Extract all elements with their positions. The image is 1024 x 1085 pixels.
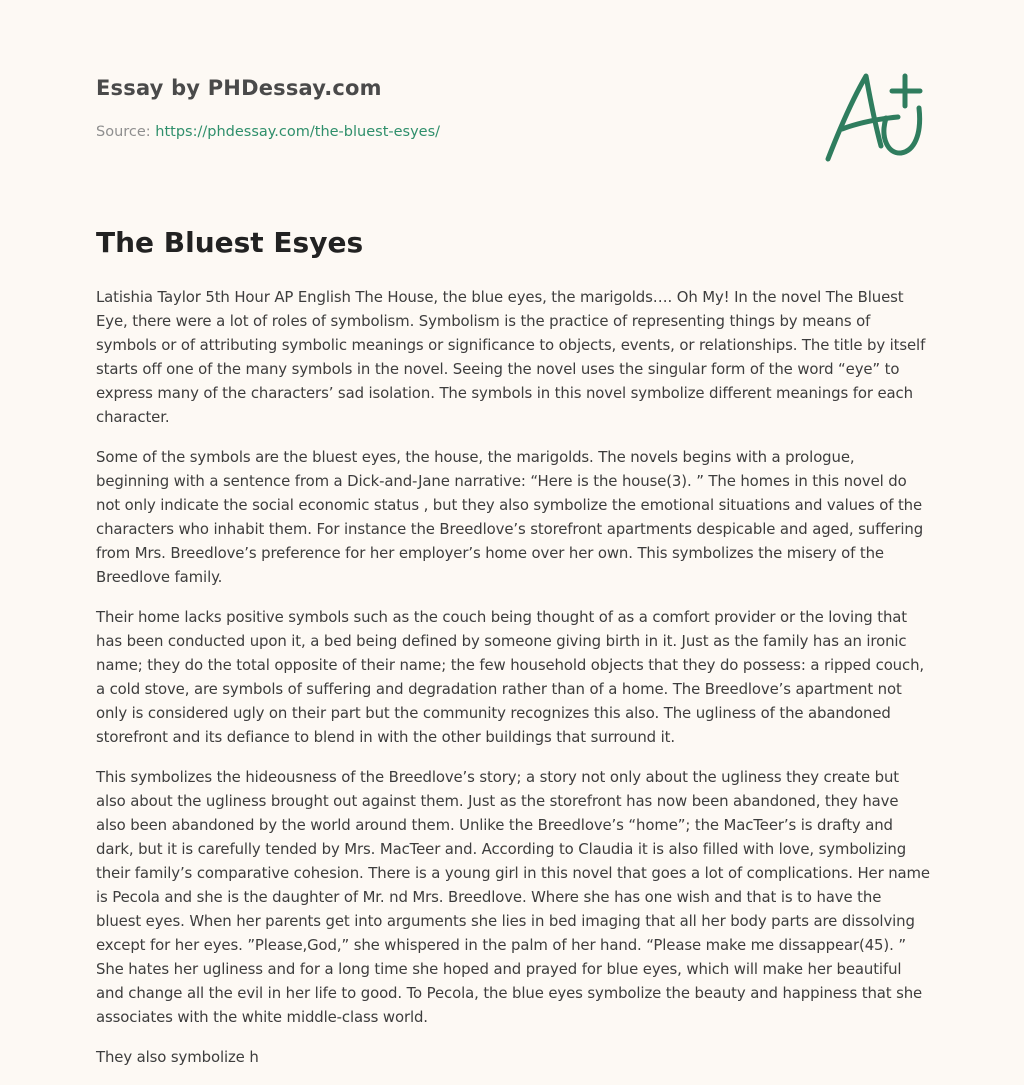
essay-paragraph: Their home lacks positive symbols such as the couch being thought of as a comfort provider or the loving that has been conducted upon it, a bed being defined by someone giving birth in it. Just as the family has an ironic name; they do the total opposite of their name; the few household objects that they do possess: a ripped couch, a cold stove, are symbols of suffering and degradation rather than of a home. The Breedlove’s apartment not only is considered ugly on their part but the community recognizes this also. The ugliness of the abandoned storefront and its defiance to blend in with the other buildings that surround it. bbox=[96, 608, 924, 746]
source-link[interactable]: https://phdessay.com/the-bluest-esyes/ bbox=[155, 124, 441, 140]
site-title: Essay by PHDessay.com bbox=[96, 76, 382, 100]
essay-title: The Bluest Esyes bbox=[96, 226, 364, 259]
essay-paragraph: Some of the symbols are the bluest eyes, the house, the marigolds. The novels begins with a prologue, beginning with a sentence from a Dick-and-Jane narrative: “Here is the house(3). ” The homes in this novel do not only indicate the social economic status , but they also symbolize the emotional situations and values of the characters who inhabit them. For instance the Breedlove’s storefront apartments despicable and aged, suffering from Mrs. Breedlove’s preference for her employer’s home over her own. This symbolizes the misery of the Breedlove family. bbox=[96, 448, 924, 586]
essay-paragraph: This symbolizes the hideousness of the Breedlove’s story; a story not only about the ugliness they create but also about the ugliness brought out against them. Just as the storefront has now been abandoned, they have also been abandoned by the world around them. Unlike the Breedlove’s “home”; the MacTeer’s is drafty and dark, but it is carefully tended by Mrs. MacTeer and. According to Claudia it is also filled with love, symbolizing their family’s comparative cohesion. There is a young girl in this novel that goes a lot of complications. Her name is Pecola and she is the daughter of Mr. nd Mrs. Breedlove. Where she has one wish and that is to have the bluest eyes. When her parents get into arguments she lies in bed imaging that all her body parts are dissolving except for her eyes. ”Please,God,” she whispered in the palm of her hand. “Please make me dissappear(45). ” She hates her ugliness and for a long time she hoped and prayed for blue eyes, which will make her beautiful and change all the evil in her life to good. To Pecola, the blue eyes symbolize the beauty and happiness that she associates with the white middle-class world. bbox=[96, 768, 930, 1026]
source-line bbox=[96, 124, 440, 140]
essay-paragraph: They also symbolize h bbox=[96, 1048, 259, 1066]
source-label: Source: bbox=[96, 124, 151, 140]
essay-body bbox=[96, 285, 930, 1085]
a-plus-grade-icon bbox=[818, 66, 930, 166]
essay-paragraph: Latishia Taylor 5th Hour AP English The House, the blue eyes, the marigolds…. Oh My! In the novel The Bluest Eye, there were a lot of roles of symbolism. Symbolism is the practice of representing things by means of symbols or of attributing symbolic meanings or significance to objects, events, or relationships. The title by itself starts off one of the many symbols in the novel. Seeing the novel uses the singular form of the word “eye” to express many of the characters’ sad isolation. The symbols in this novel symbolize different meanings for each character. bbox=[96, 288, 926, 426]
